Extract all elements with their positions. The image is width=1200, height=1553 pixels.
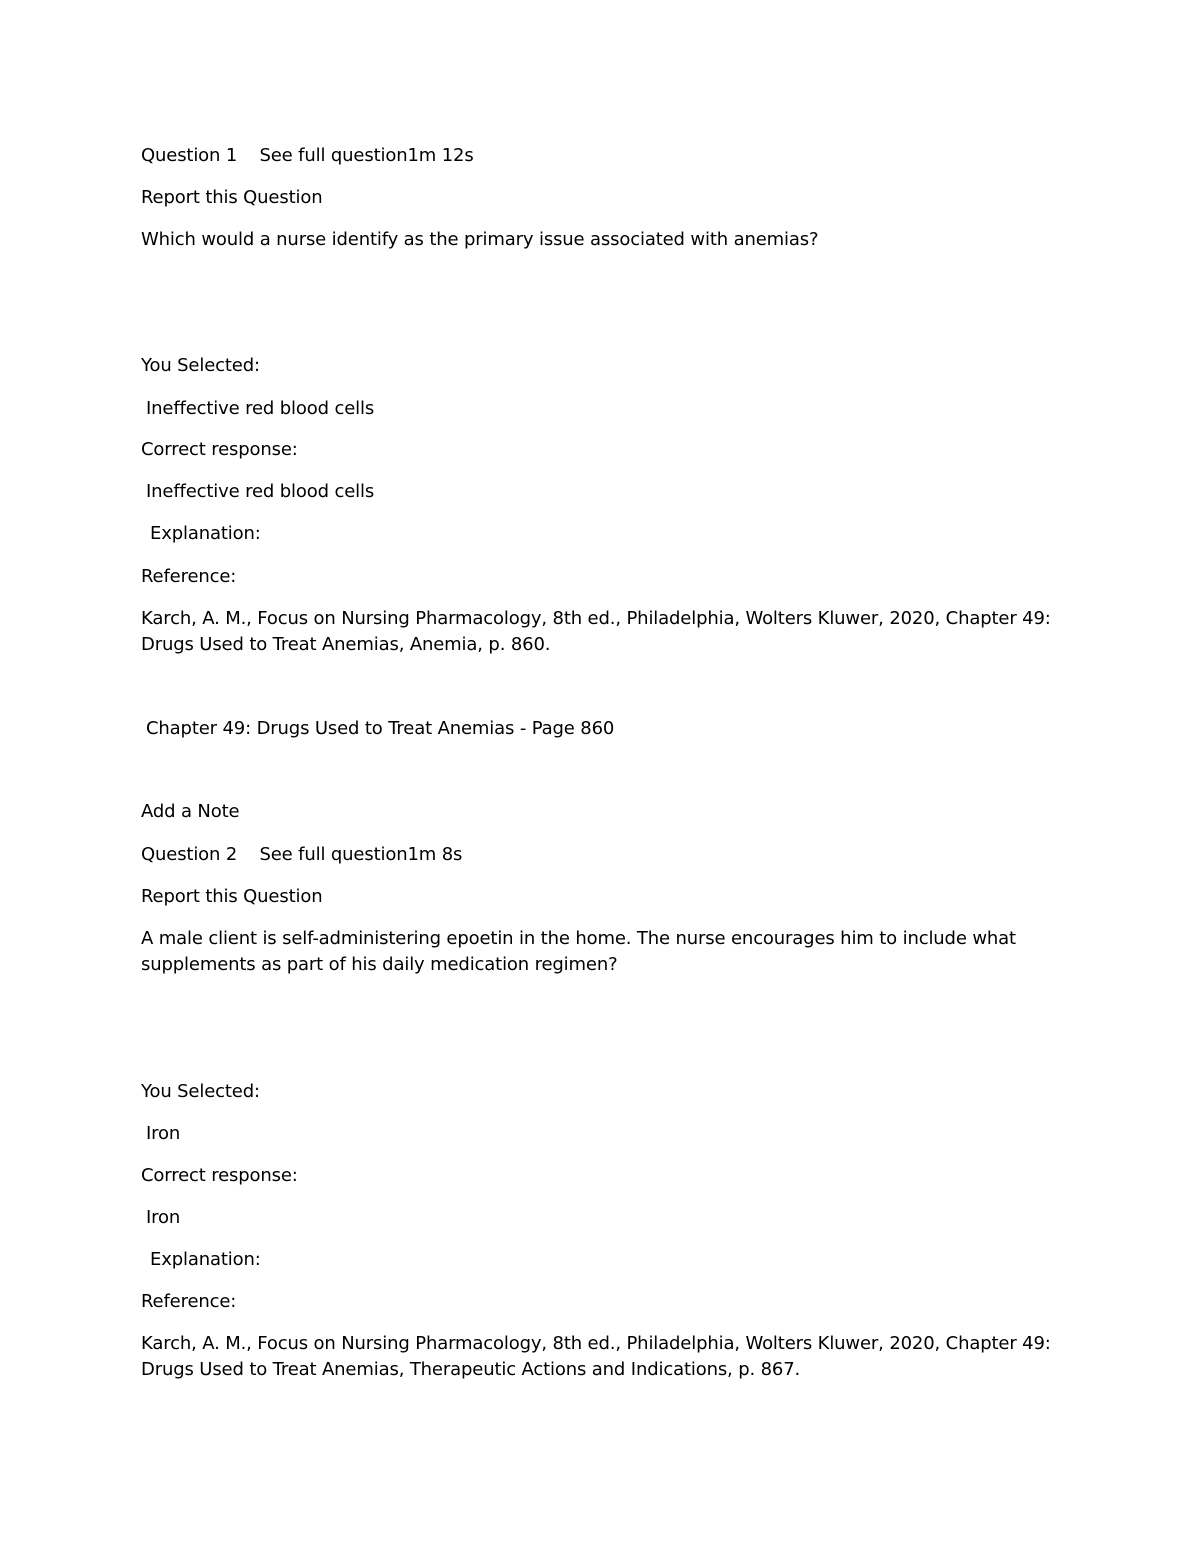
question-2-explanation-label: Explanation: [150, 1249, 261, 1270]
question-2-report-link[interactable]: Report this Question [141, 886, 323, 907]
question-1-see-full-link[interactable]: See full question1m 12s [259, 145, 474, 166]
question-2-reference-line-1: Karch, A. M., Focus on Nursing Pharmacology, 8th ed., Philadelphia, Wolters Kluwer, 2020, Chapter 49: [141, 1333, 1051, 1354]
question-1-selected-label: You Selected: [141, 355, 260, 376]
question-1-report-link[interactable]: Report this Question [141, 187, 323, 208]
question-1-explanation-label: Explanation: [150, 523, 261, 544]
question-2-selected-value: Iron [146, 1123, 181, 1144]
question-1-header [141, 143, 1061, 169]
question-1-reference-line-1: Karch, A. M., Focus on Nursing Pharmacology, 8th ed., Philadelphia, Wolters Kluwer, 2020, Chapter 49: [141, 608, 1051, 629]
question-2-number: Question 2 [141, 844, 238, 865]
question-1-reference-label: Reference: [141, 566, 237, 587]
question-1-selected-value: Ineffective red blood cells [146, 398, 375, 419]
question-2-reference-label: Reference: [141, 1291, 237, 1312]
question-2-see-full-link[interactable]: See full question1m 8s [259, 844, 463, 865]
question-2-reference-line-2: Drugs Used to Treat Anemias, Therapeutic Actions and Indications, p. 867. [141, 1359, 801, 1380]
question-2-selected-label: You Selected: [141, 1081, 260, 1102]
question-1-correct-label: Correct response: [141, 439, 298, 460]
question-1-reference-line-2: Drugs Used to Treat Anemias, Anemia, p. 860. [141, 634, 551, 655]
question-1-number: Question 1 [141, 145, 238, 166]
add-note-link[interactable]: Add a Note [141, 801, 240, 822]
question-2-correct-value: Iron [146, 1207, 181, 1228]
question-1-text: Which would a nurse identify as the primary issue associated with anemias? [141, 229, 819, 250]
question-1-chapter-link[interactable]: Chapter 49: Drugs Used to Treat Anemias - Page 860 [146, 718, 615, 739]
question-2-header [141, 842, 1061, 868]
question-2-text-line-2: supplements as part of his daily medication regimen? [141, 954, 618, 975]
question-2-correct-label: Correct response: [141, 1165, 298, 1186]
question-1-correct-value: Ineffective red blood cells [146, 481, 375, 502]
question-2-text-line-1: A male client is self-administering epoetin in the home. The nurse encourages him to include what [141, 928, 1016, 949]
